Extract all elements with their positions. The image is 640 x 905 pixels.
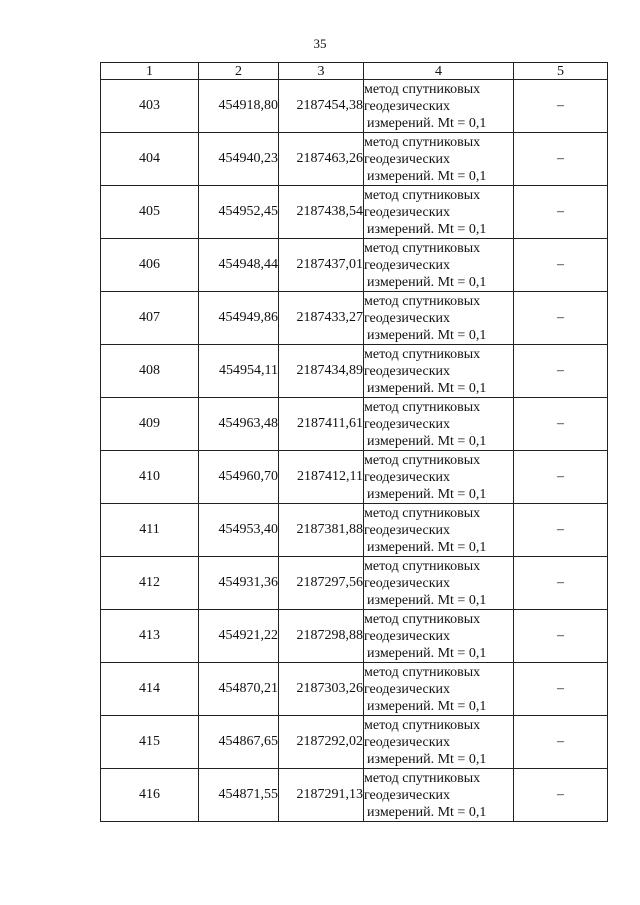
column-header: 5 — [514, 63, 608, 80]
note-cell: – — [514, 504, 608, 557]
method-cell — [364, 345, 514, 398]
x-coordinate-cell: 454931,36 — [199, 557, 279, 610]
x-coordinate-cell: 454940,23 — [199, 133, 279, 186]
method-cell — [364, 186, 514, 239]
table-row — [101, 292, 608, 345]
x-coordinate-cell: 454921,22 — [199, 610, 279, 663]
method-text-line: измерений. Mt = 0,1 — [367, 645, 487, 661]
method-text-line: геодезических — [364, 363, 451, 379]
point-number-cell: 406 — [101, 239, 199, 292]
method-text-line: геодезических — [364, 257, 451, 273]
x-coordinate-cell: 454960,70 — [199, 451, 279, 504]
point-number-cell: 404 — [101, 133, 199, 186]
method-text-line: геодезических — [364, 681, 451, 697]
method-text-line: геодезических — [364, 310, 451, 326]
point-number-cell: 414 — [101, 663, 199, 716]
point-number-cell: 409 — [101, 398, 199, 451]
x-coordinate-cell: 454867,65 — [199, 716, 279, 769]
table-row — [101, 80, 608, 133]
y-coordinate-cell: 2187303,26 — [279, 663, 364, 716]
x-coordinate-cell: 454953,40 — [199, 504, 279, 557]
table-row — [101, 239, 608, 292]
method-text-line: геодезических — [364, 416, 451, 432]
table-row — [101, 186, 608, 239]
y-coordinate-cell: 2187411,61 — [279, 398, 364, 451]
method-text-line: измерений. Mt = 0,1 — [367, 274, 487, 290]
y-coordinate-cell: 2187438,54 — [279, 186, 364, 239]
method-text-line: метод спутниковых — [364, 717, 481, 733]
table-row — [101, 504, 608, 557]
note-cell: – — [514, 133, 608, 186]
point-number-cell: 408 — [101, 345, 199, 398]
point-number-cell: 415 — [101, 716, 199, 769]
table-row — [101, 451, 608, 504]
method-text-line: геодезических — [364, 98, 451, 114]
point-number-cell: 411 — [101, 504, 199, 557]
method-cell — [364, 451, 514, 504]
point-number-cell: 412 — [101, 557, 199, 610]
point-number-cell: 413 — [101, 610, 199, 663]
method-text-line: метод спутниковых — [364, 346, 481, 362]
method-text-line: метод спутниковых — [364, 611, 481, 627]
y-coordinate-cell: 2187291,13 — [279, 769, 364, 822]
method-text-line: измерений. Mt = 0,1 — [367, 804, 487, 820]
method-text-line: измерений. Mt = 0,1 — [367, 539, 487, 555]
x-coordinate-cell: 454948,44 — [199, 239, 279, 292]
y-coordinate-cell: 2187437,01 — [279, 239, 364, 292]
method-text-line: метод спутниковых — [364, 664, 481, 680]
page-number: 35 — [313, 36, 327, 51]
method-text-line: измерений. Mt = 0,1 — [367, 221, 487, 237]
method-text-line: измерений. Mt = 0,1 — [367, 115, 487, 131]
x-coordinate-cell: 454870,21 — [199, 663, 279, 716]
point-number-cell: 407 — [101, 292, 199, 345]
column-header: 2 — [199, 63, 279, 80]
y-coordinate-cell: 2187298,88 — [279, 610, 364, 663]
table-row — [101, 610, 608, 663]
note-cell: – — [514, 292, 608, 345]
method-text-line: геодезических — [364, 575, 451, 591]
method-cell — [364, 610, 514, 663]
method-text-line: измерений. Mt = 0,1 — [367, 486, 487, 502]
column-header: 3 — [279, 63, 364, 80]
table-row — [101, 769, 608, 822]
note-cell: – — [514, 186, 608, 239]
method-text-line: геодезических — [364, 522, 451, 538]
x-coordinate-cell: 454963,48 — [199, 398, 279, 451]
method-text-line: геодезических — [364, 734, 451, 750]
method-cell — [364, 133, 514, 186]
x-coordinate-cell: 454952,45 — [199, 186, 279, 239]
method-text-line: метод спутниковых — [364, 452, 481, 468]
point-number-cell: 416 — [101, 769, 199, 822]
method-text-line: измерений. Mt = 0,1 — [367, 380, 487, 396]
table-row — [101, 345, 608, 398]
note-cell: – — [514, 716, 608, 769]
method-text-line: геодезических — [364, 628, 451, 644]
x-coordinate-cell: 454949,86 — [199, 292, 279, 345]
method-text-line: метод спутниковых — [364, 134, 481, 150]
method-text-line: метод спутниковых — [364, 240, 481, 256]
method-cell — [364, 769, 514, 822]
note-cell: – — [514, 80, 608, 133]
method-text-line: измерений. Mt = 0,1 — [367, 168, 487, 184]
table-row — [101, 557, 608, 610]
column-header: 1 — [101, 63, 199, 80]
method-text-line: геодезических — [364, 204, 451, 220]
method-text-line: геодезических — [364, 469, 451, 485]
y-coordinate-cell: 2187463,26 — [279, 133, 364, 186]
note-cell: – — [514, 769, 608, 822]
method-text-line: метод спутниковых — [364, 558, 481, 574]
y-coordinate-cell: 2187292,02 — [279, 716, 364, 769]
column-header: 4 — [364, 63, 514, 80]
method-text-line: метод спутниковых — [364, 293, 481, 309]
note-cell: – — [514, 610, 608, 663]
table-row — [101, 398, 608, 451]
method-cell — [364, 716, 514, 769]
method-cell — [364, 663, 514, 716]
method-text-line: геодезических — [364, 787, 451, 803]
y-coordinate-cell: 2187297,56 — [279, 557, 364, 610]
x-coordinate-cell: 454871,55 — [199, 769, 279, 822]
table-body — [101, 80, 608, 822]
y-coordinate-cell: 2187454,38 — [279, 80, 364, 133]
method-text-line: измерений. Mt = 0,1 — [367, 327, 487, 343]
method-cell — [364, 239, 514, 292]
y-coordinate-cell: 2187434,89 — [279, 345, 364, 398]
method-cell — [364, 80, 514, 133]
method-text-line: измерений. Mt = 0,1 — [367, 698, 487, 714]
coordinates-table — [100, 62, 608, 822]
note-cell: – — [514, 239, 608, 292]
method-text-line: метод спутниковых — [364, 399, 481, 415]
method-text-line: измерений. Mt = 0,1 — [367, 592, 487, 608]
table-header-row — [101, 63, 608, 80]
y-coordinate-cell: 2187433,27 — [279, 292, 364, 345]
note-cell: – — [514, 557, 608, 610]
note-cell: – — [514, 345, 608, 398]
method-cell — [364, 557, 514, 610]
method-text-line: измерений. Mt = 0,1 — [367, 751, 487, 767]
point-number-cell: 403 — [101, 80, 199, 133]
note-cell: – — [514, 663, 608, 716]
table-row — [101, 716, 608, 769]
point-number-cell: 405 — [101, 186, 199, 239]
y-coordinate-cell: 2187412,11 — [279, 451, 364, 504]
x-coordinate-cell: 454954,11 — [199, 345, 279, 398]
method-text-line: метод спутниковых — [364, 187, 481, 203]
y-coordinate-cell: 2187381,88 — [279, 504, 364, 557]
note-cell: – — [514, 451, 608, 504]
method-text-line: геодезических — [364, 151, 451, 167]
method-text-line: метод спутниковых — [364, 505, 481, 521]
method-cell — [364, 504, 514, 557]
method-text-line: метод спутниковых — [364, 81, 481, 97]
note-cell: – — [514, 398, 608, 451]
method-text-line: измерений. Mt = 0,1 — [367, 433, 487, 449]
method-cell — [364, 398, 514, 451]
table-row — [101, 133, 608, 186]
method-cell — [364, 292, 514, 345]
method-text-line: метод спутниковых — [364, 770, 481, 786]
point-number-cell: 410 — [101, 451, 199, 504]
x-coordinate-cell: 454918,80 — [199, 80, 279, 133]
table-row — [101, 663, 608, 716]
